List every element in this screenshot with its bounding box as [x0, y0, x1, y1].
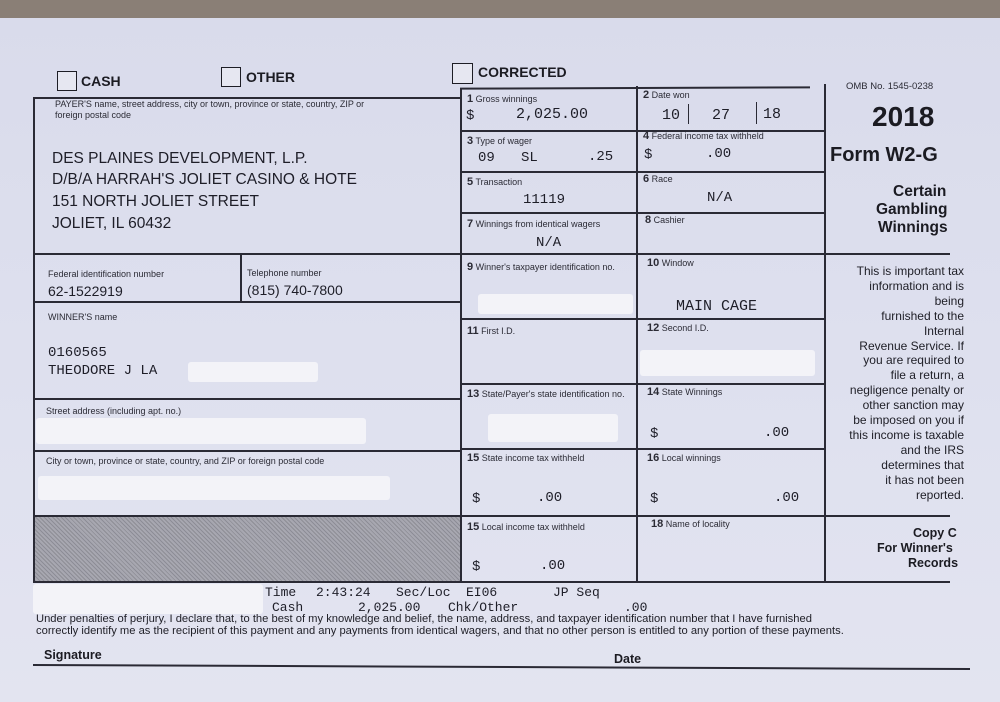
box18-label: 18 Name of locality [651, 518, 730, 530]
cash-label-footer: Cash [272, 600, 304, 615]
box1-dollar: $ [466, 108, 475, 124]
box11-label: 11 First I.D. [467, 325, 516, 337]
redaction [38, 476, 390, 500]
box14-dollar: $ [650, 426, 659, 442]
box4-dollar: $ [644, 147, 653, 163]
corrected-label: CORRECTED [478, 64, 567, 80]
fein-label: Federal identification number [48, 269, 165, 279]
omb-number: OMB No. 1545-0238 [846, 81, 934, 92]
box12-label: 12 Second I.D. [647, 322, 709, 334]
box14-label: 14 State Winnings [647, 386, 723, 398]
cash-checkbox[interactable] [57, 71, 77, 91]
tax-notice-line: and the IRS [900, 442, 964, 457]
box10-label: 10 Window [647, 257, 694, 269]
signature-label: Signature [44, 648, 102, 662]
form-title-line3: Winnings [878, 219, 948, 236]
jpseq-label: JP Seq [553, 585, 600, 600]
fein-value: 62-1522919 [48, 283, 123, 299]
window-value: MAIN CAGE [676, 298, 758, 315]
date-separator [756, 102, 757, 124]
box16-label: 16 Local winnings [647, 452, 721, 464]
city-label: City or town, province or state, country, and ZIP or foreign postal code [46, 456, 325, 466]
tax-notice-line: Revenue Service. If [859, 338, 964, 353]
grid-line [460, 130, 824, 132]
grid-line [460, 383, 824, 385]
redaction [33, 584, 263, 614]
form-title-line1: Certain [893, 183, 947, 200]
redaction [36, 418, 366, 444]
corrected-checkbox[interactable] [452, 63, 473, 84]
payer-label: PAYER'S name, street address, city or town, province or state, country, ZIP or [55, 99, 365, 109]
race-value: N/A [707, 190, 733, 206]
cash-value: 2,025.00 [358, 600, 421, 615]
grid-line [636, 86, 638, 583]
perjury-statement-2: correctly identify me as the recipient of this payment and any payments from identical wagers, and that no other person is entitled to any portion of these payments. [36, 625, 844, 637]
local-tax-withheld: .00 [540, 558, 566, 574]
tax-notice-line: Internal [923, 323, 964, 338]
box5-label: 5 Transaction [467, 176, 523, 188]
tax-year: 2018 [872, 101, 935, 132]
payer-label-2: foreign postal code [55, 110, 132, 120]
grid-line [824, 253, 950, 255]
date-separator [688, 104, 689, 124]
grid-line [33, 450, 460, 452]
payer-line4: JOLIET, IL 60432 [52, 215, 172, 232]
tax-notice-line: This is important tax [856, 264, 964, 278]
secloc-label: Sec/Loc [396, 585, 451, 600]
chk-other-value: .00 [624, 600, 648, 615]
street-label: Street address (including apt. no.) [46, 406, 182, 416]
redaction [640, 350, 815, 376]
tax-notice-line: you are required to [863, 353, 964, 368]
grid-line [460, 318, 824, 320]
winner-name: THEODORE J LA [48, 363, 158, 379]
redaction [188, 362, 318, 382]
box15-state-label: 15 State income tax withheld [467, 452, 585, 464]
tax-notice-line: file a return, a [890, 368, 964, 383]
payer-line2: D/B/A HARRAH'S JOLIET CASINO & HOTE [52, 171, 357, 188]
box13-label: 13 State/Payer's state identification no. [467, 388, 625, 400]
form-name: Form W2-G [830, 144, 938, 166]
box7-label: 7 Winnings from identical wagers [467, 218, 601, 230]
grid-line [33, 253, 824, 255]
other-label: OTHER [246, 69, 295, 85]
tax-notice [826, 264, 964, 503]
payer-line3: 151 NORTH JOLIET STREET [52, 193, 260, 210]
identical-wagers: N/A [536, 235, 562, 251]
winner-name-label: WINNER'S name [48, 312, 118, 322]
wager-amount: .25 [588, 149, 614, 165]
grid-line [240, 253, 242, 301]
copy-c-line3: Records [908, 556, 959, 570]
grid-line [33, 301, 460, 303]
box3-label: 3 Type of wager [467, 135, 532, 147]
box15-local-label: 15 Local income tax withheld [467, 521, 585, 533]
grid-line [460, 448, 824, 450]
grid-line [460, 171, 824, 173]
tax-notice-line: information and is [869, 278, 964, 293]
date-month: 10 [662, 107, 681, 124]
chk-other-label: Chk/Other [448, 600, 519, 615]
wager-code: 09 [478, 150, 495, 166]
tax-notice-line: determines that [881, 457, 964, 472]
grid-line [460, 88, 462, 583]
state-winnings: .00 [764, 425, 790, 441]
transaction-number: 11119 [523, 192, 566, 208]
box1-label: 1 Gross winnings [467, 93, 538, 105]
time-label: Time [265, 585, 297, 600]
redaction [488, 414, 618, 442]
tax-notice-line: be imposed on you if [853, 413, 964, 428]
winner-id: 0160565 [48, 345, 107, 361]
tax-notice-line: this income is taxable [849, 427, 964, 442]
local-winnings: .00 [774, 490, 800, 506]
phone-label: Telephone number [247, 268, 322, 278]
grid-line [33, 581, 950, 583]
gross-winnings: 2,025.00 [516, 106, 589, 123]
box6-label: 6 Race [643, 173, 673, 185]
date-day: 27 [712, 107, 731, 124]
federal-tax-withheld: .00 [706, 146, 732, 162]
date-label: Date [614, 652, 642, 666]
grid-line [33, 97, 35, 582]
time-value: 2:43:24 [316, 585, 371, 600]
box9-label: 9 Winner's taxpayer identification no. [467, 261, 615, 273]
grid-line [460, 212, 824, 214]
date-year: 18 [763, 106, 782, 123]
copy-c-line2: For Winner's [877, 541, 953, 555]
tax-notice-line: being [934, 293, 964, 308]
grid-line [33, 398, 460, 400]
other-checkbox[interactable] [221, 67, 241, 87]
copy-c-label: Copy C [913, 526, 957, 540]
box16-dollar: $ [650, 491, 659, 507]
form-title-line2: Gambling [876, 201, 948, 218]
cash-label: CASH [81, 73, 121, 89]
box2-label: 2 Date won [643, 89, 690, 101]
payer-line1: DES PLAINES DEVELOPMENT, L.P. [52, 150, 308, 167]
perjury-statement-1: Under penalties of perjury, I declare that, to the best of my knowledge and belief, the name, address, and taxpayer identification number that I have furnished [36, 613, 812, 625]
tax-notice-line: other sanction may [862, 398, 964, 413]
box8-label: 8 Cashier [645, 214, 685, 226]
tax-notice-line: reported. [915, 487, 964, 502]
box4-label: 4 Federal income tax withheld [643, 130, 764, 142]
tax-notice-line: it has not been [885, 472, 964, 487]
secloc-value: EI06 [466, 585, 498, 600]
phone-value: (815) 740-7800 [247, 282, 343, 298]
wager-type: SL [521, 150, 538, 166]
redaction [478, 294, 633, 314]
tax-notice-line: furnished to the [881, 308, 964, 323]
box15-state-dollar: $ [472, 491, 481, 507]
shaded-area [35, 517, 460, 581]
state-tax-withheld: .00 [537, 490, 563, 506]
box15-local-dollar: $ [472, 559, 481, 575]
tax-notice-line: negligence penalty or [849, 383, 964, 398]
